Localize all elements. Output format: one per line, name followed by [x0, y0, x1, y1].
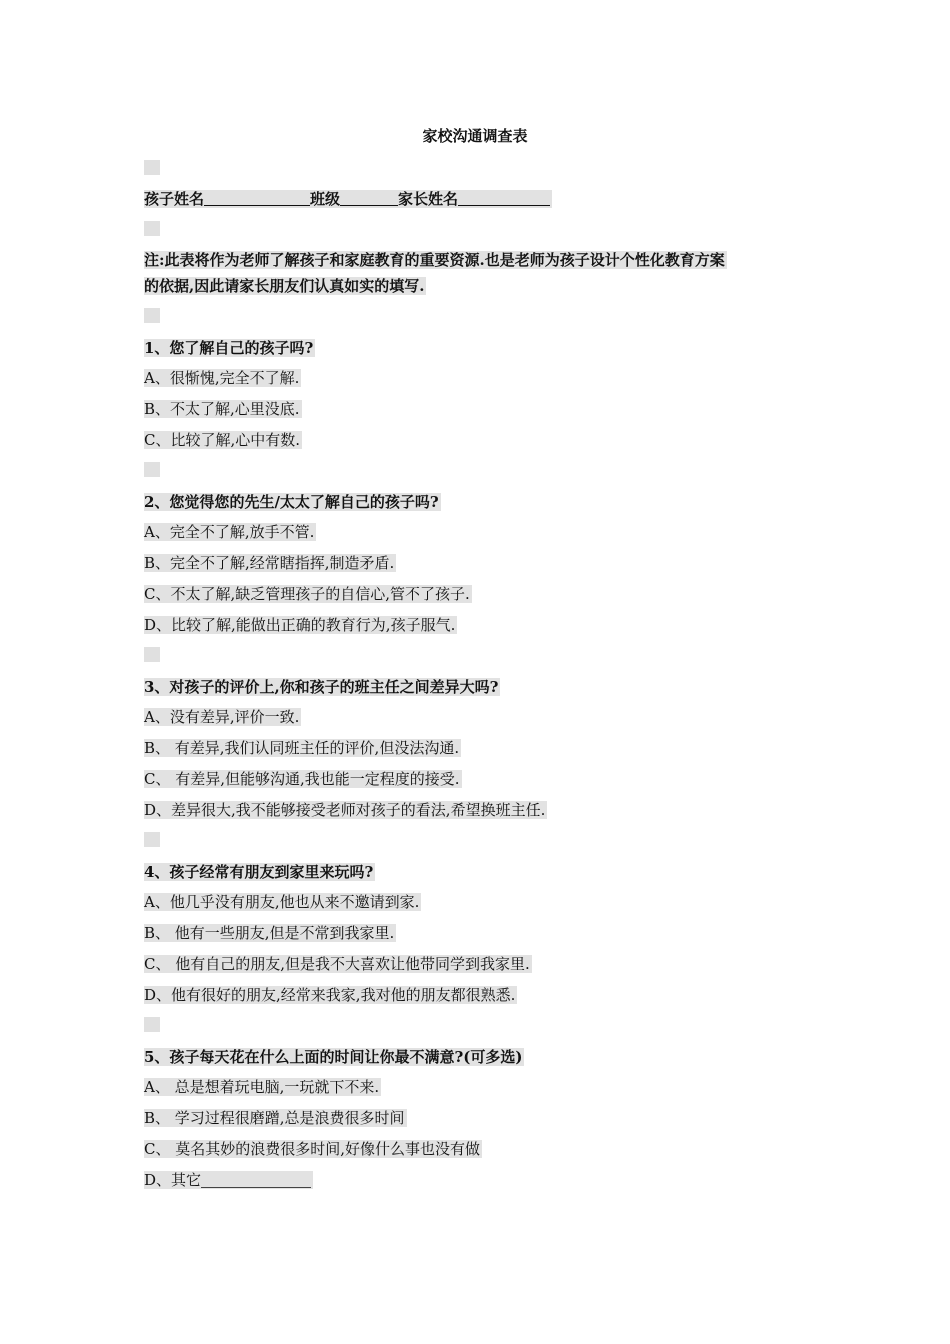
q3-option-a[interactable]: A、没有差异,评价一致.: [144, 708, 300, 726]
note-line-2: 的依据,因此请家长朋友们认真如实的填写.: [144, 277, 425, 295]
q4-option-d[interactable]: D、他有很好的朋友,经常来我家,我对他的朋友都很熟悉.: [144, 986, 516, 1004]
page-title: 家校沟通调查表: [422, 127, 528, 145]
q1-option-c[interactable]: C、比较了解,心中有数.: [144, 431, 301, 449]
q5-option-a[interactable]: A、 总是想着玩电脑,一玩就下不来.: [144, 1078, 380, 1096]
q2-option-b[interactable]: B、完全不了解,经常瞎指挥,制造矛盾.: [144, 554, 395, 572]
child-name-field[interactable]: [204, 191, 310, 206]
q5-option-d[interactable]: D、其它: [144, 1170, 313, 1190]
q2-option-c[interactable]: C、不太了解,缺乏管理孩子的自信心,管不了孩子.: [144, 585, 470, 603]
q3-option-d[interactable]: D、差异很大,我不能够接受老师对孩子的看法,希望换班主任.: [144, 801, 546, 819]
class-label: 班级: [310, 190, 341, 208]
paragraph-marker: [144, 832, 160, 847]
note-paragraph: [144, 247, 804, 299]
question-4: 4、孩子经常有朋友到家里来玩吗?: [144, 863, 374, 881]
q2-option-d[interactable]: D、比较了解,能做出正确的教育行为,孩子服气.: [144, 616, 456, 634]
q3-option-c[interactable]: C、 有差异,但能够沟通,我也能一定程度的接受.: [144, 770, 460, 788]
q1-option-a[interactable]: A、很惭愧,完全不了解.: [144, 369, 300, 387]
paragraph-marker: [144, 647, 160, 662]
info-line: [144, 189, 552, 209]
paragraph-marker: [144, 1017, 160, 1032]
question-3: 3、对孩子的评价上,你和孩子的班主任之间差异大吗?: [144, 678, 499, 696]
question-2: 2、您觉得您的先生/太太了解自己的孩子吗?: [144, 493, 439, 511]
question-5: 5、孩子每天花在什么上面的时间让你最不满意?(可多选): [144, 1048, 523, 1066]
q4-option-c[interactable]: C、 他有自己的朋友,但是我不大喜欢让他带同学到我家里.: [144, 955, 530, 973]
parent-name-field[interactable]: [458, 191, 550, 206]
parent-name-label: 家长姓名: [398, 190, 459, 208]
paragraph-marker: [144, 462, 160, 477]
paragraph-marker: [144, 308, 160, 323]
child-name-label: 孩子姓名: [144, 190, 205, 208]
q5-option-b[interactable]: B、 学习过程很磨蹭,总是浪费很多时间: [144, 1109, 405, 1127]
q5-option-c[interactable]: C、 莫名其妙的浪费很多时间,好像什么事也没有做: [144, 1140, 481, 1158]
q4-option-a[interactable]: A、他几乎没有朋友,他也从来不邀请到家.: [144, 893, 420, 911]
q2-option-a[interactable]: A、完全不了解,放手不管.: [144, 523, 315, 541]
q3-option-b[interactable]: B、 有差异,我们认同班主任的评价,但没法沟通.: [144, 739, 460, 757]
q1-option-b[interactable]: B、不太了解,心里没底.: [144, 400, 300, 418]
question-1: 1、您了解自己的孩子吗?: [144, 339, 314, 357]
class-field[interactable]: [340, 191, 398, 206]
paragraph-marker: [144, 160, 160, 175]
paragraph-marker: [144, 221, 160, 236]
q4-option-b[interactable]: B、 他有一些朋友,但是不常到我家里.: [144, 924, 395, 942]
note-line-1: 注:此表将作为老师了解孩子和家庭教育的重要资源.也是老师为孩子设计个性化教育方案: [144, 251, 725, 269]
other-answer-field[interactable]: [201, 1173, 311, 1188]
